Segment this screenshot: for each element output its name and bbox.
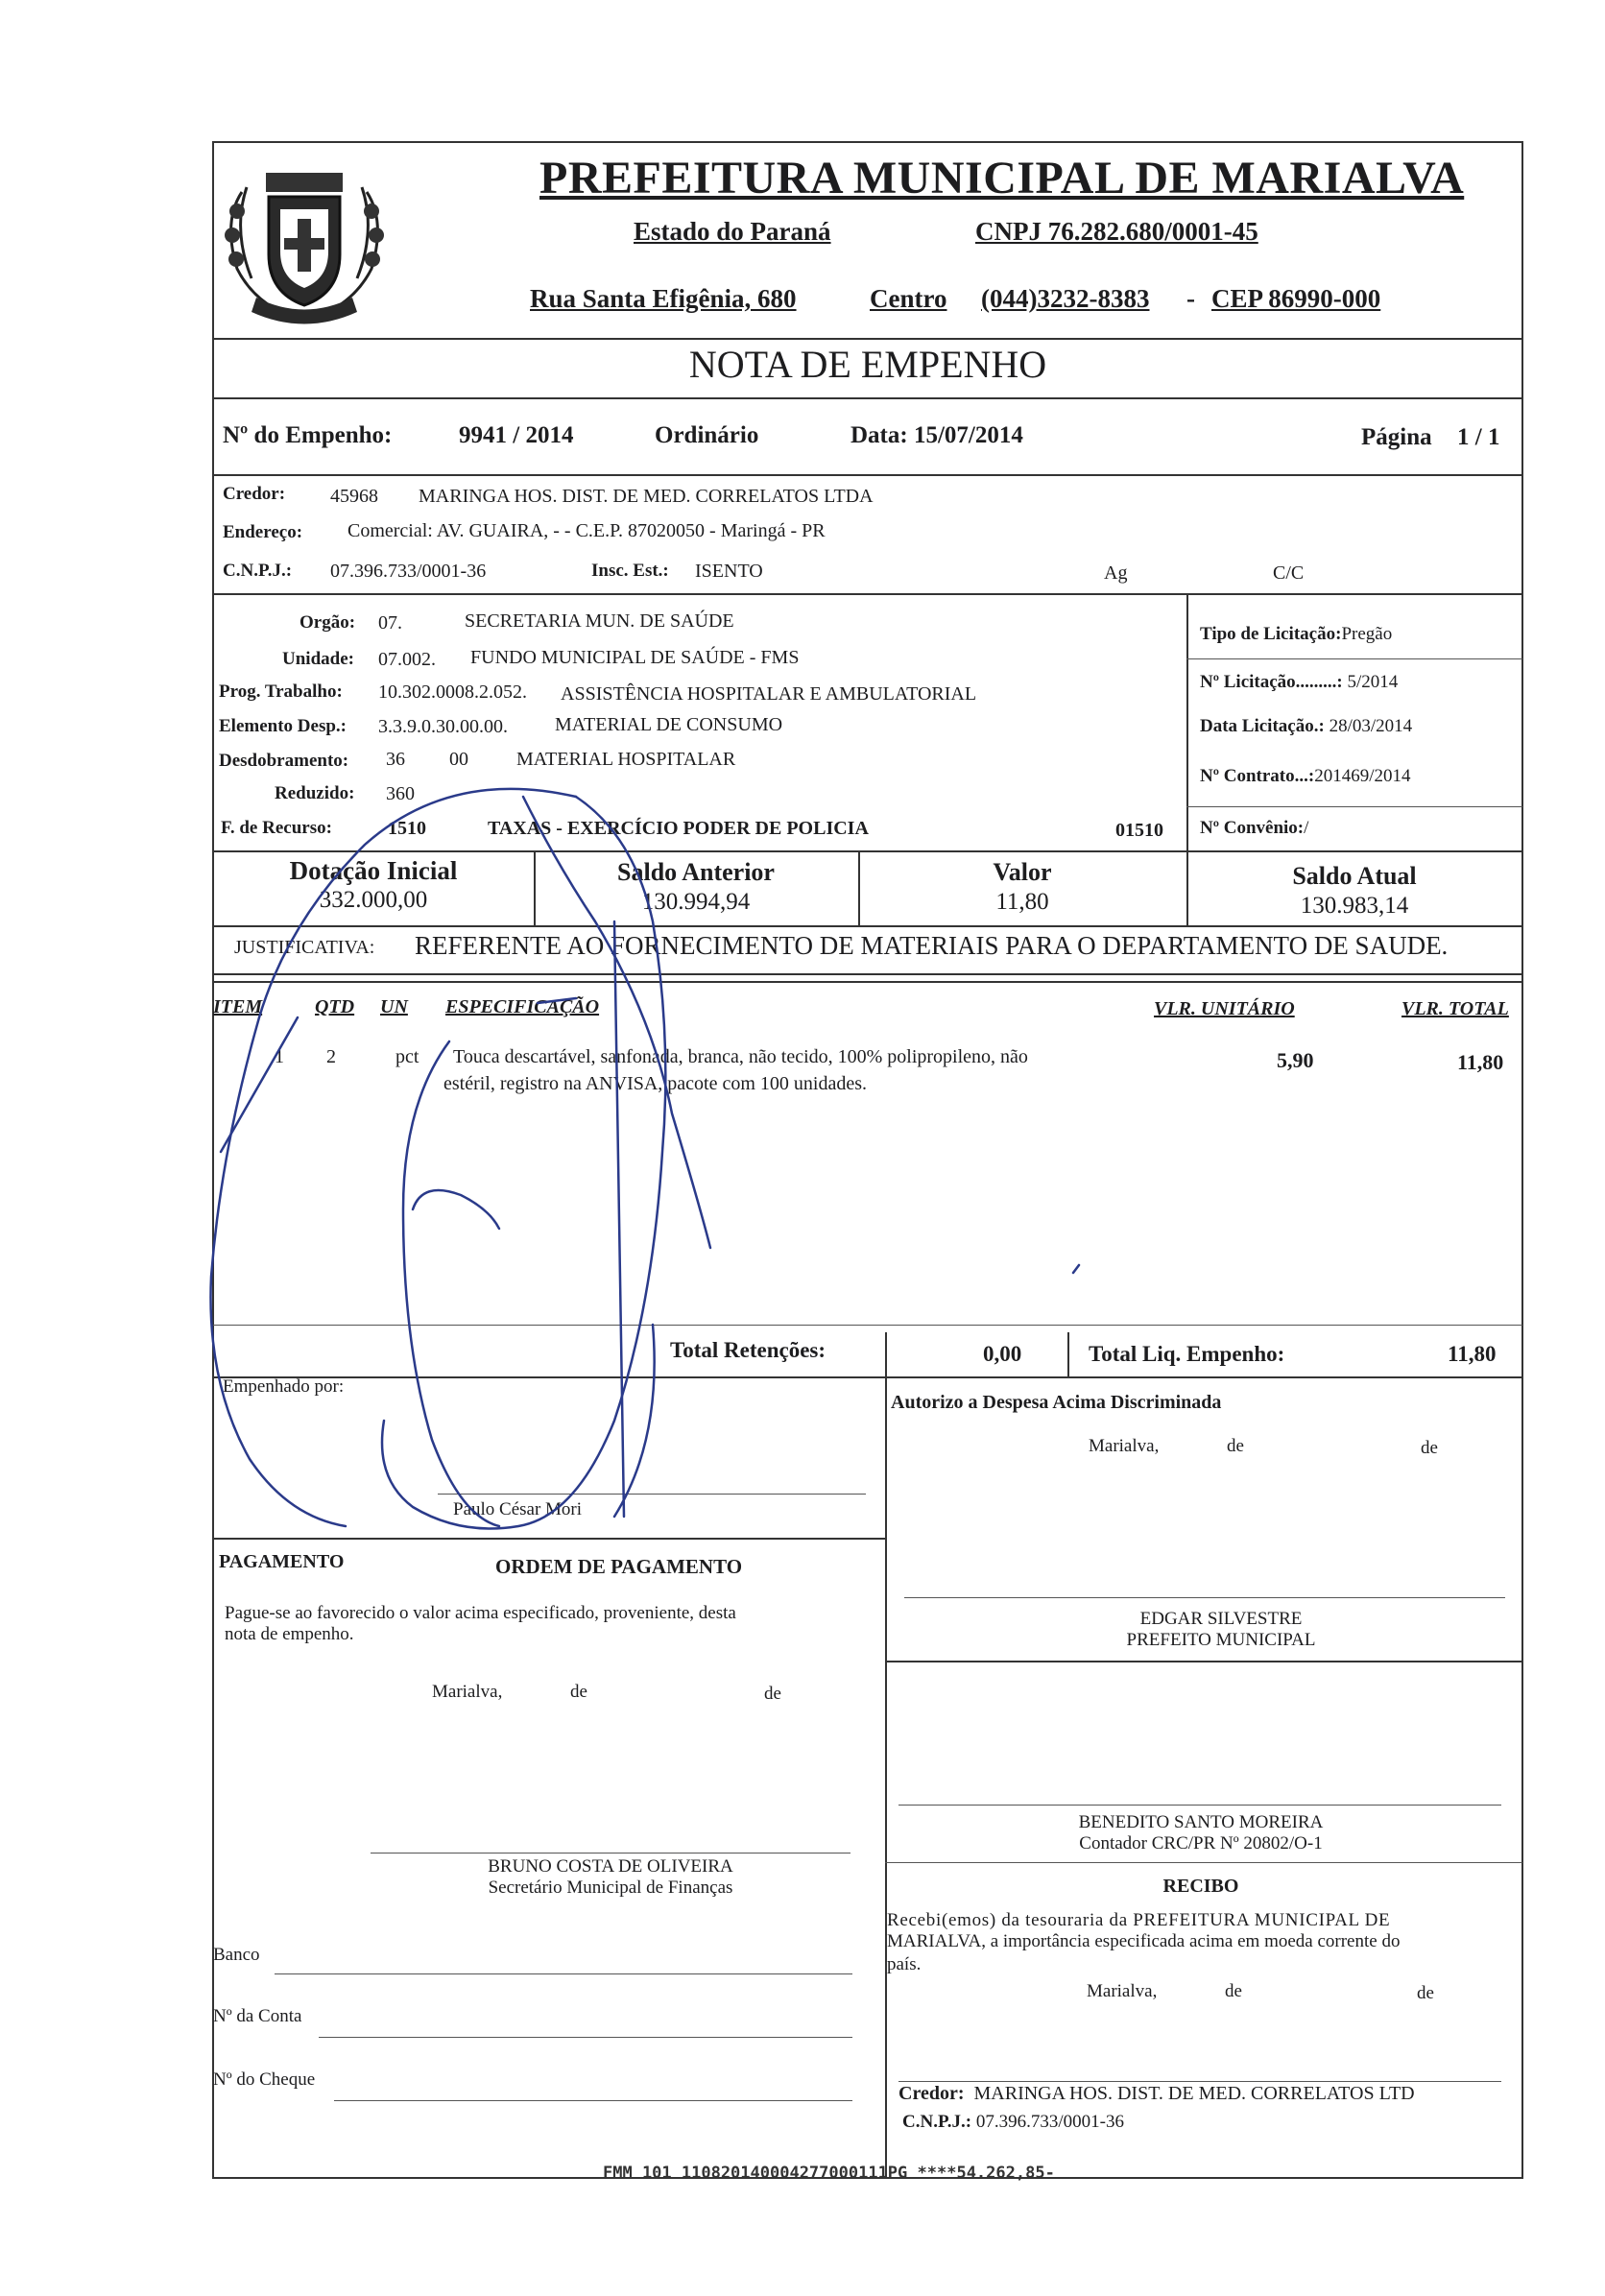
reduzido-label: Reduzido: — [275, 783, 355, 803]
prog-label: Prog. Trabalho: — [219, 682, 343, 702]
desdobramento-name: MATERIAL HOSPITALAR — [516, 749, 736, 770]
credor-address-label: Endereço: — [223, 522, 303, 542]
contador-cargo: Contador CRC/PR Nº 20802/O-1 — [1079, 1833, 1323, 1854]
col-un: UN — [380, 996, 408, 1017]
col-item: ITEM — [213, 996, 263, 1017]
elemento-code: 3.3.9.0.30.00.00. — [378, 716, 508, 737]
credor-ag-label: Ag — [1104, 562, 1128, 584]
total-retencoes-value: 0,00 — [983, 1342, 1022, 1366]
prefeitura-title: PREFEITURA MUNICIPAL DE MARIALVA — [539, 153, 1465, 203]
empenho-type: Ordinário — [655, 422, 759, 448]
total-liquido-label: Total Liq. Empenho: — [1089, 1342, 1285, 1366]
header-separator: - — [1186, 284, 1195, 313]
reduzido-value: 360 — [386, 783, 415, 804]
recibo-de-1: de — [1225, 1981, 1242, 2001]
elemento-name: MATERIAL DE CONSUMO — [555, 714, 783, 735]
orgao-label: Orgão: — [299, 612, 356, 633]
recibo-cnpj: C.N.P.J.: 07.396.733/0001-36 — [902, 2112, 1124, 2132]
saldo-anterior-label: Saldo Anterior — [617, 858, 775, 886]
secretario-cargo: Secretário Municipal de Finanças — [488, 1877, 733, 1898]
desdobramento-b: 00 — [449, 749, 468, 770]
numero-licitacao: Nº Licitação.........: 5/2014 — [1200, 672, 1399, 692]
saldo-atual-label: Saldo Atual — [1292, 862, 1417, 890]
fonte-code: 1510 — [388, 818, 426, 839]
item-number: 1 — [275, 1046, 284, 1067]
item-qtd: 2 — [326, 1046, 336, 1067]
autorizo-cidade: Marialva, — [1089, 1436, 1160, 1456]
tipo-licitacao: Tipo de Licitação:Pregão — [1200, 624, 1393, 644]
credor-cnpj: 07.396.733/0001-36 — [330, 561, 487, 582]
fonte-label: F. de Recurso: — [221, 818, 332, 838]
total-liquido-value: 11,80 — [1448, 1342, 1497, 1366]
recibo-line3: país. — [887, 1954, 922, 1974]
ordem-pagamento-label: ORDEM DE PAGAMENTO — [495, 1555, 743, 1578]
credor-cnpj-label: C.N.P.J.: — [223, 561, 293, 581]
valor-label: Valor — [993, 858, 1052, 886]
justificativa-label: JUSTIFICATIVA: — [234, 937, 375, 958]
desdobramento-label: Desdobramento: — [219, 751, 349, 771]
valor-value: 11,80 — [995, 889, 1049, 915]
pagamento-cidade: Marialva, — [432, 1682, 503, 1702]
page-label: Página — [1361, 424, 1432, 450]
empenhado-label: Empenhado por: — [223, 1376, 345, 1397]
cheque-label: Nº do Cheque — [213, 2069, 316, 2090]
prefeito-nome: EDGAR SILVESTRE — [1139, 1609, 1303, 1629]
empenho-number: 9941 / 2014 — [459, 422, 574, 448]
recibo-label: RECIBO — [1162, 1876, 1239, 1897]
recibo-cidade: Marialva, — [1087, 1981, 1158, 2001]
recibo-line2: MARIALVA, a importância especificada acima em moeda corrente do — [887, 1931, 1401, 1951]
contador-nome: BENEDITO SANTO MOREIRA — [1078, 1812, 1324, 1832]
fonte-number: 01510 — [1115, 820, 1163, 841]
pague-line2: nota de empenho. — [225, 1624, 354, 1644]
pagamento-label: PAGAMENTO — [219, 1551, 345, 1572]
empenho-date: Data: 15/07/2014 — [850, 422, 1023, 448]
prefeitura-district: Centro — [870, 284, 947, 313]
prog-name: ASSISTÊNCIA HOSPITALAR E AMBULATORIAL — [561, 683, 977, 705]
item-vlr-unitario: 5,90 — [1277, 1048, 1314, 1072]
saldo-atual-value: 130.983,14 — [1300, 893, 1409, 919]
credor-name: MARINGA HOS. DIST. DE MED. CORRELATOS LTDA — [419, 486, 874, 507]
unidade-name: FUNDO MUNICIPAL DE SAÚDE - FMS — [470, 647, 800, 668]
empenho-number-label: Nº do Empenho: — [223, 422, 393, 448]
orgao-name: SECRETARIA MUN. DE SAÚDE — [465, 610, 734, 632]
numero-contrato: Nº Contrato...:201469/2014 — [1200, 766, 1411, 786]
fonte-name: TAXAS - EXERCÍCIO PODER DE POLICIA — [488, 818, 869, 839]
col-vlr-total: VLR. TOTAL — [1401, 998, 1509, 1019]
recibo-credor: Credor: MARINGA HOS. DIST. DE MED. CORRELATOS LTD — [898, 2083, 1415, 2104]
conta-label: Nº da Conta — [213, 2006, 302, 2026]
pague-line1: Pague-se ao favorecido o valor acima especificado, proveniente, desta — [225, 1603, 736, 1623]
state-name: Estado do Paraná — [634, 217, 831, 246]
col-qtd: QTD — [315, 996, 355, 1017]
autorizo-de-1: de — [1227, 1436, 1244, 1456]
empenhado-nome: Paulo César Mori — [453, 1499, 583, 1519]
document-title: NOTA DE EMPENHO — [688, 343, 1047, 386]
unidade-code: 07.002. — [378, 649, 436, 670]
orgao-code: 07. — [378, 612, 402, 634]
item-especificacao-line1: Touca descartável, sanfonada, branca, não tecido, 100% polipropileno, não — [453, 1046, 1028, 1067]
prefeitura-cnpj: CNPJ 76.282.680/0001-45 — [975, 217, 1258, 246]
total-retencoes-label: Total Retenções: — [670, 1338, 826, 1362]
secretario-nome: BRUNO COSTA DE OLIVEIRA — [488, 1856, 733, 1877]
saldo-anterior-value: 130.994,94 — [641, 889, 751, 915]
prefeitura-address: Rua Santa Efigênia, 680 — [530, 284, 797, 313]
prog-code: 10.302.0008.2.052. — [378, 682, 527, 703]
dotacao-value: 332.000,00 — [319, 887, 428, 913]
credor-code: 45968 — [330, 486, 378, 507]
banco-label: Banco — [213, 1945, 260, 1965]
credor-cc-label: C/C — [1273, 562, 1305, 584]
item-vlr-total: 11,80 — [1457, 1050, 1504, 1074]
credor-label: Credor: — [223, 484, 286, 504]
item-especificacao-line2: estéril, registro na ANVISA, pacote com 100 unidades. — [443, 1073, 868, 1094]
recibo-line1: Recebi(emos) da tesouraria da PREFEITURA MUNICIPAL DE — [887, 1910, 1391, 1930]
unidade-label: Unidade: — [282, 649, 354, 669]
col-vlr-unitario: VLR. UNITÁRIO — [1154, 998, 1295, 1019]
col-especificacao: ESPECIFICAÇÃO — [445, 996, 600, 1017]
autorizo-de-2: de — [1421, 1438, 1438, 1458]
pagamento-de-2: de — [764, 1684, 781, 1704]
elemento-label: Elemento Desp.: — [219, 716, 347, 736]
dotacao-label: Dotação Inicial — [289, 856, 458, 885]
pagamento-de-1: de — [570, 1682, 587, 1702]
recibo-de-2: de — [1417, 1983, 1434, 2003]
prefeito-cargo: PREFEITO MUNICIPAL — [1126, 1630, 1316, 1650]
item-un: pct — [395, 1046, 419, 1067]
credor-insc-label: Insc. Est.: — [591, 561, 669, 581]
credor-insc: ISENTO — [695, 561, 763, 582]
autorizo-label: Autorizo a Despesa Acima Discriminada — [891, 1392, 1222, 1413]
data-licitacao: Data Licitação.: 28/03/2014 — [1200, 716, 1413, 736]
page-number: 1 / 1 — [1457, 424, 1500, 450]
desdobramento-a: 36 — [386, 749, 405, 770]
footer-authentication-code: FMM 101 110820140004277000111PG ****54.262,85- — [603, 2164, 1055, 2183]
numero-convenio: Nº Convênio:/ — [1200, 818, 1309, 838]
credor-address: Comercial: AV. GUAIRA, - - C.E.P. 87020050 - Maringá - PR — [347, 520, 826, 541]
justificativa-text: REFERENTE AO FORNECIMENTO DE MATERIAIS PARA O DEPARTAMENTO DE SAUDE. — [415, 931, 1449, 960]
prefeitura-phone: (044)3232-8383 — [981, 284, 1150, 313]
prefeitura-cep: CEP 86990-000 — [1211, 284, 1381, 313]
